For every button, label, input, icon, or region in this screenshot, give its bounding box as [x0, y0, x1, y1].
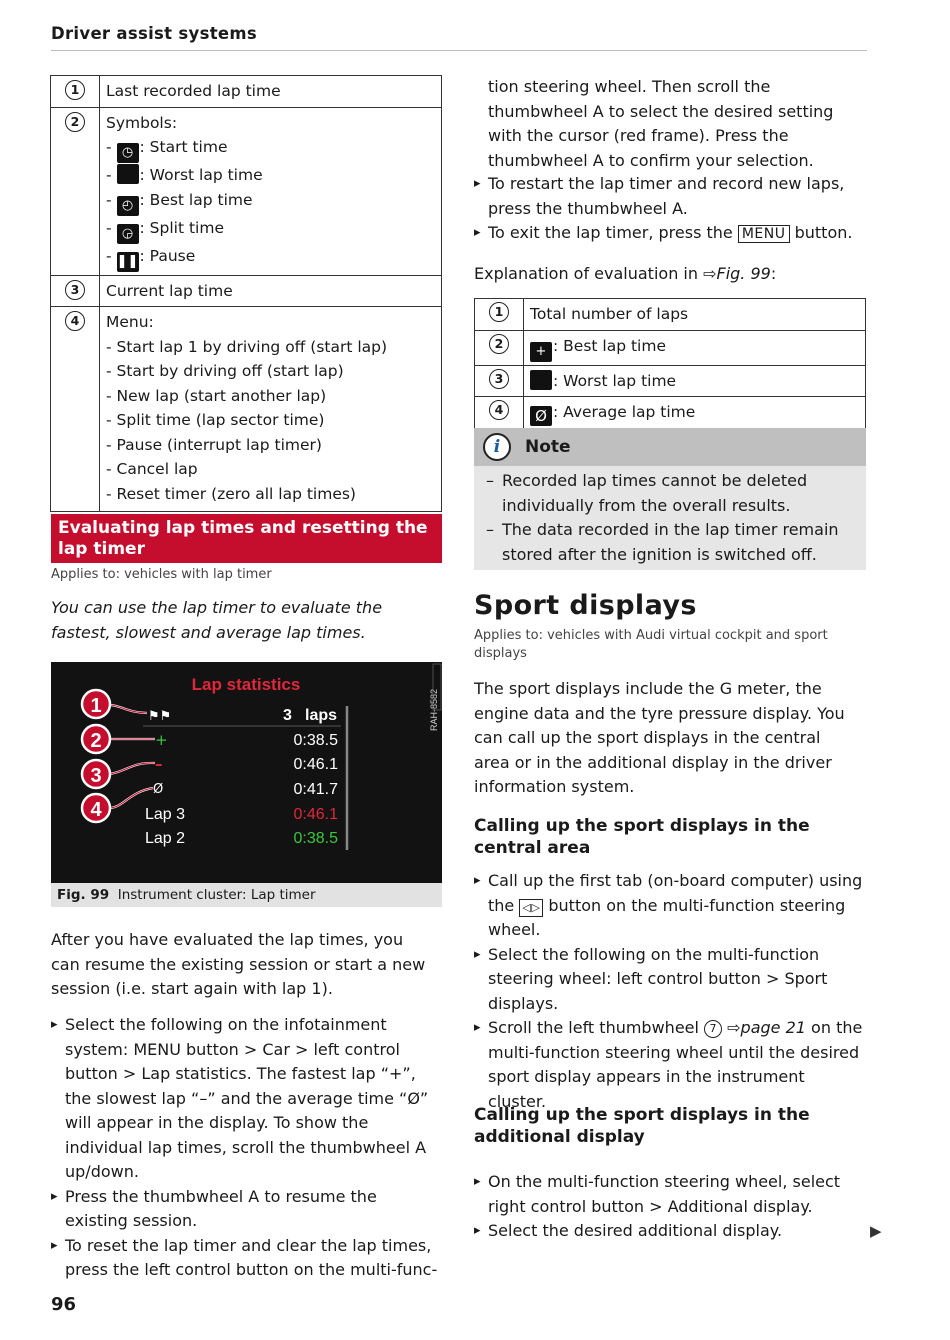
- legend-row-1: [51, 76, 442, 108]
- step-item: [474, 869, 866, 943]
- continue-arrow-icon: ▶: [870, 1222, 882, 1240]
- symbol-label: : Best lap time: [139, 190, 253, 209]
- stopwatch-icon: ◷: [117, 143, 139, 163]
- symbol-line: - ◶ : Split time: [106, 216, 435, 244]
- lap2-time: 0:38.5: [293, 830, 338, 847]
- eval-text: Explanation of evaluation in ⇨: [474, 264, 717, 283]
- callout-3-label: 3: [90, 765, 102, 787]
- note-title: Note: [525, 437, 571, 457]
- symbol-line: - : Worst lap time: [106, 166, 263, 184]
- step-item: ▸ Select the desired additional display.: [474, 1219, 866, 1244]
- section-heading: Evaluating lap times and resetting the lap timer: [51, 514, 442, 563]
- checkered-flag-icon: ⚑⚑: [148, 709, 172, 724]
- menu-key: MENU: [738, 225, 790, 243]
- menu-cell: [100, 307, 442, 512]
- note-header: [474, 428, 866, 466]
- menu-item: - Cancel lap: [106, 460, 198, 478]
- legend-text: Current lap time: [100, 275, 442, 307]
- right-steps: [474, 172, 866, 246]
- best-lap-icon: +: [530, 342, 552, 362]
- symbol-line: - ◷ : Start time: [106, 135, 435, 163]
- step-item: [474, 221, 866, 246]
- pause-icon: ❚❚: [117, 252, 139, 272]
- worst-time: 0:46.1: [293, 756, 338, 773]
- screen-title: Lap statistics: [191, 675, 301, 694]
- left-steps: [51, 1013, 443, 1283]
- section-title: Sport displays: [474, 590, 697, 621]
- eval-text: : Worst lap time: [553, 371, 677, 390]
- best-lap-icon: ◴: [117, 196, 139, 216]
- eval-text: Total number of laps: [524, 299, 866, 331]
- symbols-title: Symbols:: [106, 113, 178, 132]
- figure-number: Fig. 99: [57, 887, 110, 903]
- callout-4: [82, 794, 110, 822]
- evaluation-table: [474, 298, 866, 430]
- lap3-label: Lap 3: [145, 806, 186, 823]
- symbol-label: : Worst lap time: [139, 166, 263, 184]
- note-item: – The data recorded in the lap timer remain stored after the ignition is switched off.: [486, 520, 839, 564]
- callout-number: 1: [65, 80, 85, 100]
- view-button-icon: ◁▷: [519, 899, 543, 917]
- callout-2-label: 2: [90, 730, 102, 752]
- lap2-label: Lap 2: [145, 830, 186, 847]
- average-symbol: Ø: [153, 782, 164, 797]
- callout-number: 4: [65, 311, 85, 331]
- callout-number: 3: [489, 369, 509, 389]
- evaluation-intro: [474, 262, 866, 287]
- step-text: on the multi-function steering wheel until the desired sport display appears in the instrument cluster.: [488, 1018, 863, 1111]
- eval-row-4: [475, 397, 866, 430]
- worst-symbol: –: [155, 755, 163, 773]
- step-item: ▸ On the multi-function steering wheel, select right control button > Additional display.: [474, 1170, 866, 1219]
- callout-number: 4: [489, 400, 509, 420]
- step-text: To exit the lap timer, press the: [488, 223, 733, 242]
- menu-item: - Split time (lap sector time): [106, 411, 325, 429]
- callout-number: 7: [704, 1020, 722, 1038]
- page-reference[interactable]: page 21: [740, 1018, 806, 1037]
- symbol-label: : Pause: [139, 246, 196, 265]
- applies-to: Applies to: vehicles with Audi virtual cockpit and sport displays: [474, 628, 828, 661]
- callout-4-label: 4: [90, 799, 102, 821]
- symbol-label: : Split time: [139, 218, 224, 237]
- best-time: 0:38.5: [293, 732, 338, 749]
- symbols-cell: [100, 107, 442, 275]
- subheading-additional: Calling up the sport displays in the additional display: [474, 1105, 810, 1147]
- callout-number: 2: [65, 112, 85, 132]
- running-header: Driver assist systems: [51, 24, 257, 43]
- step-text: button.: [794, 223, 853, 242]
- lap-timer-figure: [51, 662, 442, 883]
- body-paragraph: The sport displays include the G meter, the engine data and the tyre pressure display. You can call up the sport displays in the central area or in the additional display in the driver information system.: [474, 679, 845, 796]
- section-intro: You can use the lap timer to evaluate the fastest, slowest and average lap times.: [51, 598, 383, 642]
- legend-row-2: [51, 107, 442, 275]
- split-time-icon: ◶: [117, 224, 139, 244]
- step-text: Scroll the left thumbwheel: [488, 1018, 699, 1037]
- step-text: button on the multi-function steering wheel.: [488, 895, 846, 939]
- cluster-display: [51, 662, 442, 883]
- menu-item: - Start lap 1 by driving off (start lap): [106, 337, 388, 356]
- step-item: ▸ Select the following on the multi-function steering wheel: left control button > Sport displays.: [474, 943, 866, 1017]
- central-steps: [474, 869, 866, 1114]
- laps-word: laps: [305, 707, 338, 724]
- symbol-line: - ❚❚: Pause: [106, 244, 435, 272]
- callout-number: 3: [65, 280, 85, 300]
- legend-row-4: [51, 307, 442, 512]
- eval-row-1: [475, 299, 866, 331]
- step-item: ▸ Select the following on the infotainment system: MENU button > Car > left control button > Lap statistics. The fastest lap “+”, the slowest lap “–” and the average time “Ø” will appear in the display. To show the individual lap times, scroll the thumbwheel A up/down.: [51, 1013, 443, 1185]
- note-item: – Recorded lap times cannot be deleted individually from the overall results.: [486, 471, 808, 515]
- step-text: Call up the first tab (on-board computer) using the: [488, 871, 863, 915]
- note-item-text: The data recorded in the lap timer remain stored after the ignition is switched off.: [502, 520, 839, 564]
- subheading-central: Calling up the sport displays in the central area: [474, 816, 810, 858]
- best-symbol: +: [155, 731, 168, 749]
- menu-item: - Start by driving off (start lap): [106, 362, 344, 380]
- step-item: [474, 1016, 866, 1114]
- continued-paragraph: tion steering wheel. Then scroll the thumbwheel A to select the desired setting with the cursor (red frame). Press the thumbwheel A to confirm your selection.: [488, 77, 834, 170]
- callout-1-label: 1: [90, 695, 102, 717]
- menu-item: - New lap (start another lap): [106, 386, 327, 405]
- menu-title: Menu:: [106, 313, 154, 331]
- legend-text: Last recorded lap time: [100, 76, 442, 108]
- callout-2: [82, 725, 110, 753]
- average-lap-icon: Ø: [530, 406, 552, 426]
- figure-caption: [51, 883, 442, 907]
- worst-lap-icon: [530, 370, 552, 390]
- figure-caption-text: Instrument cluster: Lap timer: [117, 887, 316, 903]
- note-item-text: Recorded lap times cannot be deleted individually from the overall results.: [502, 471, 808, 515]
- legend-table: [50, 75, 442, 512]
- symbol-label: : Start time: [139, 138, 228, 156]
- menu-item: - Reset timer (zero all lap times): [106, 484, 356, 503]
- callout-number: 2: [489, 334, 509, 354]
- info-icon: i: [483, 433, 511, 461]
- page-number: 96: [51, 1294, 77, 1315]
- legend-row-3: [51, 275, 442, 307]
- eval-text: : Best lap time: [553, 336, 666, 355]
- average-time: 0:41.7: [293, 781, 338, 798]
- note-body: [474, 466, 866, 570]
- step-item: ▸ To reset the lap timer and clear the lap times, press the left control button on the multi-func-: [51, 1234, 443, 1283]
- figure-reference: Fig. 99: [716, 264, 771, 283]
- menu-item: - Pause (interrupt lap timer): [106, 435, 322, 454]
- symbol-line: - ◴ : Best lap time: [106, 188, 435, 216]
- eval-colon: :: [770, 264, 777, 283]
- eval-row-2: [475, 330, 866, 365]
- header-rule: [51, 50, 867, 51]
- figure-code: RAH-8582: [429, 688, 439, 732]
- laps-count: 3: [283, 707, 292, 724]
- eval-row-3: [475, 365, 866, 397]
- arrow-icon: ⇨: [727, 1018, 741, 1037]
- applies-to: Applies to: vehicles with lap timer: [51, 567, 272, 582]
- callout-number: 1: [489, 302, 509, 322]
- eval-text: : Average lap time: [553, 403, 696, 421]
- lap3-time: 0:46.1: [293, 806, 338, 823]
- callout-1: [82, 690, 110, 718]
- worst-lap-icon: [117, 164, 139, 184]
- additional-steps: [474, 1170, 866, 1244]
- callout-3: [82, 760, 110, 788]
- step-item: ▸ To restart the lap timer and record new laps, press the thumbwheel A.: [474, 172, 866, 221]
- body-paragraph: After you have evaluated the lap times, you can resume the existing session or start a new session (i.e. start again with lap 1).: [51, 930, 426, 998]
- step-item: ▸ Press the thumbwheel A to resume the existing session.: [51, 1185, 443, 1234]
